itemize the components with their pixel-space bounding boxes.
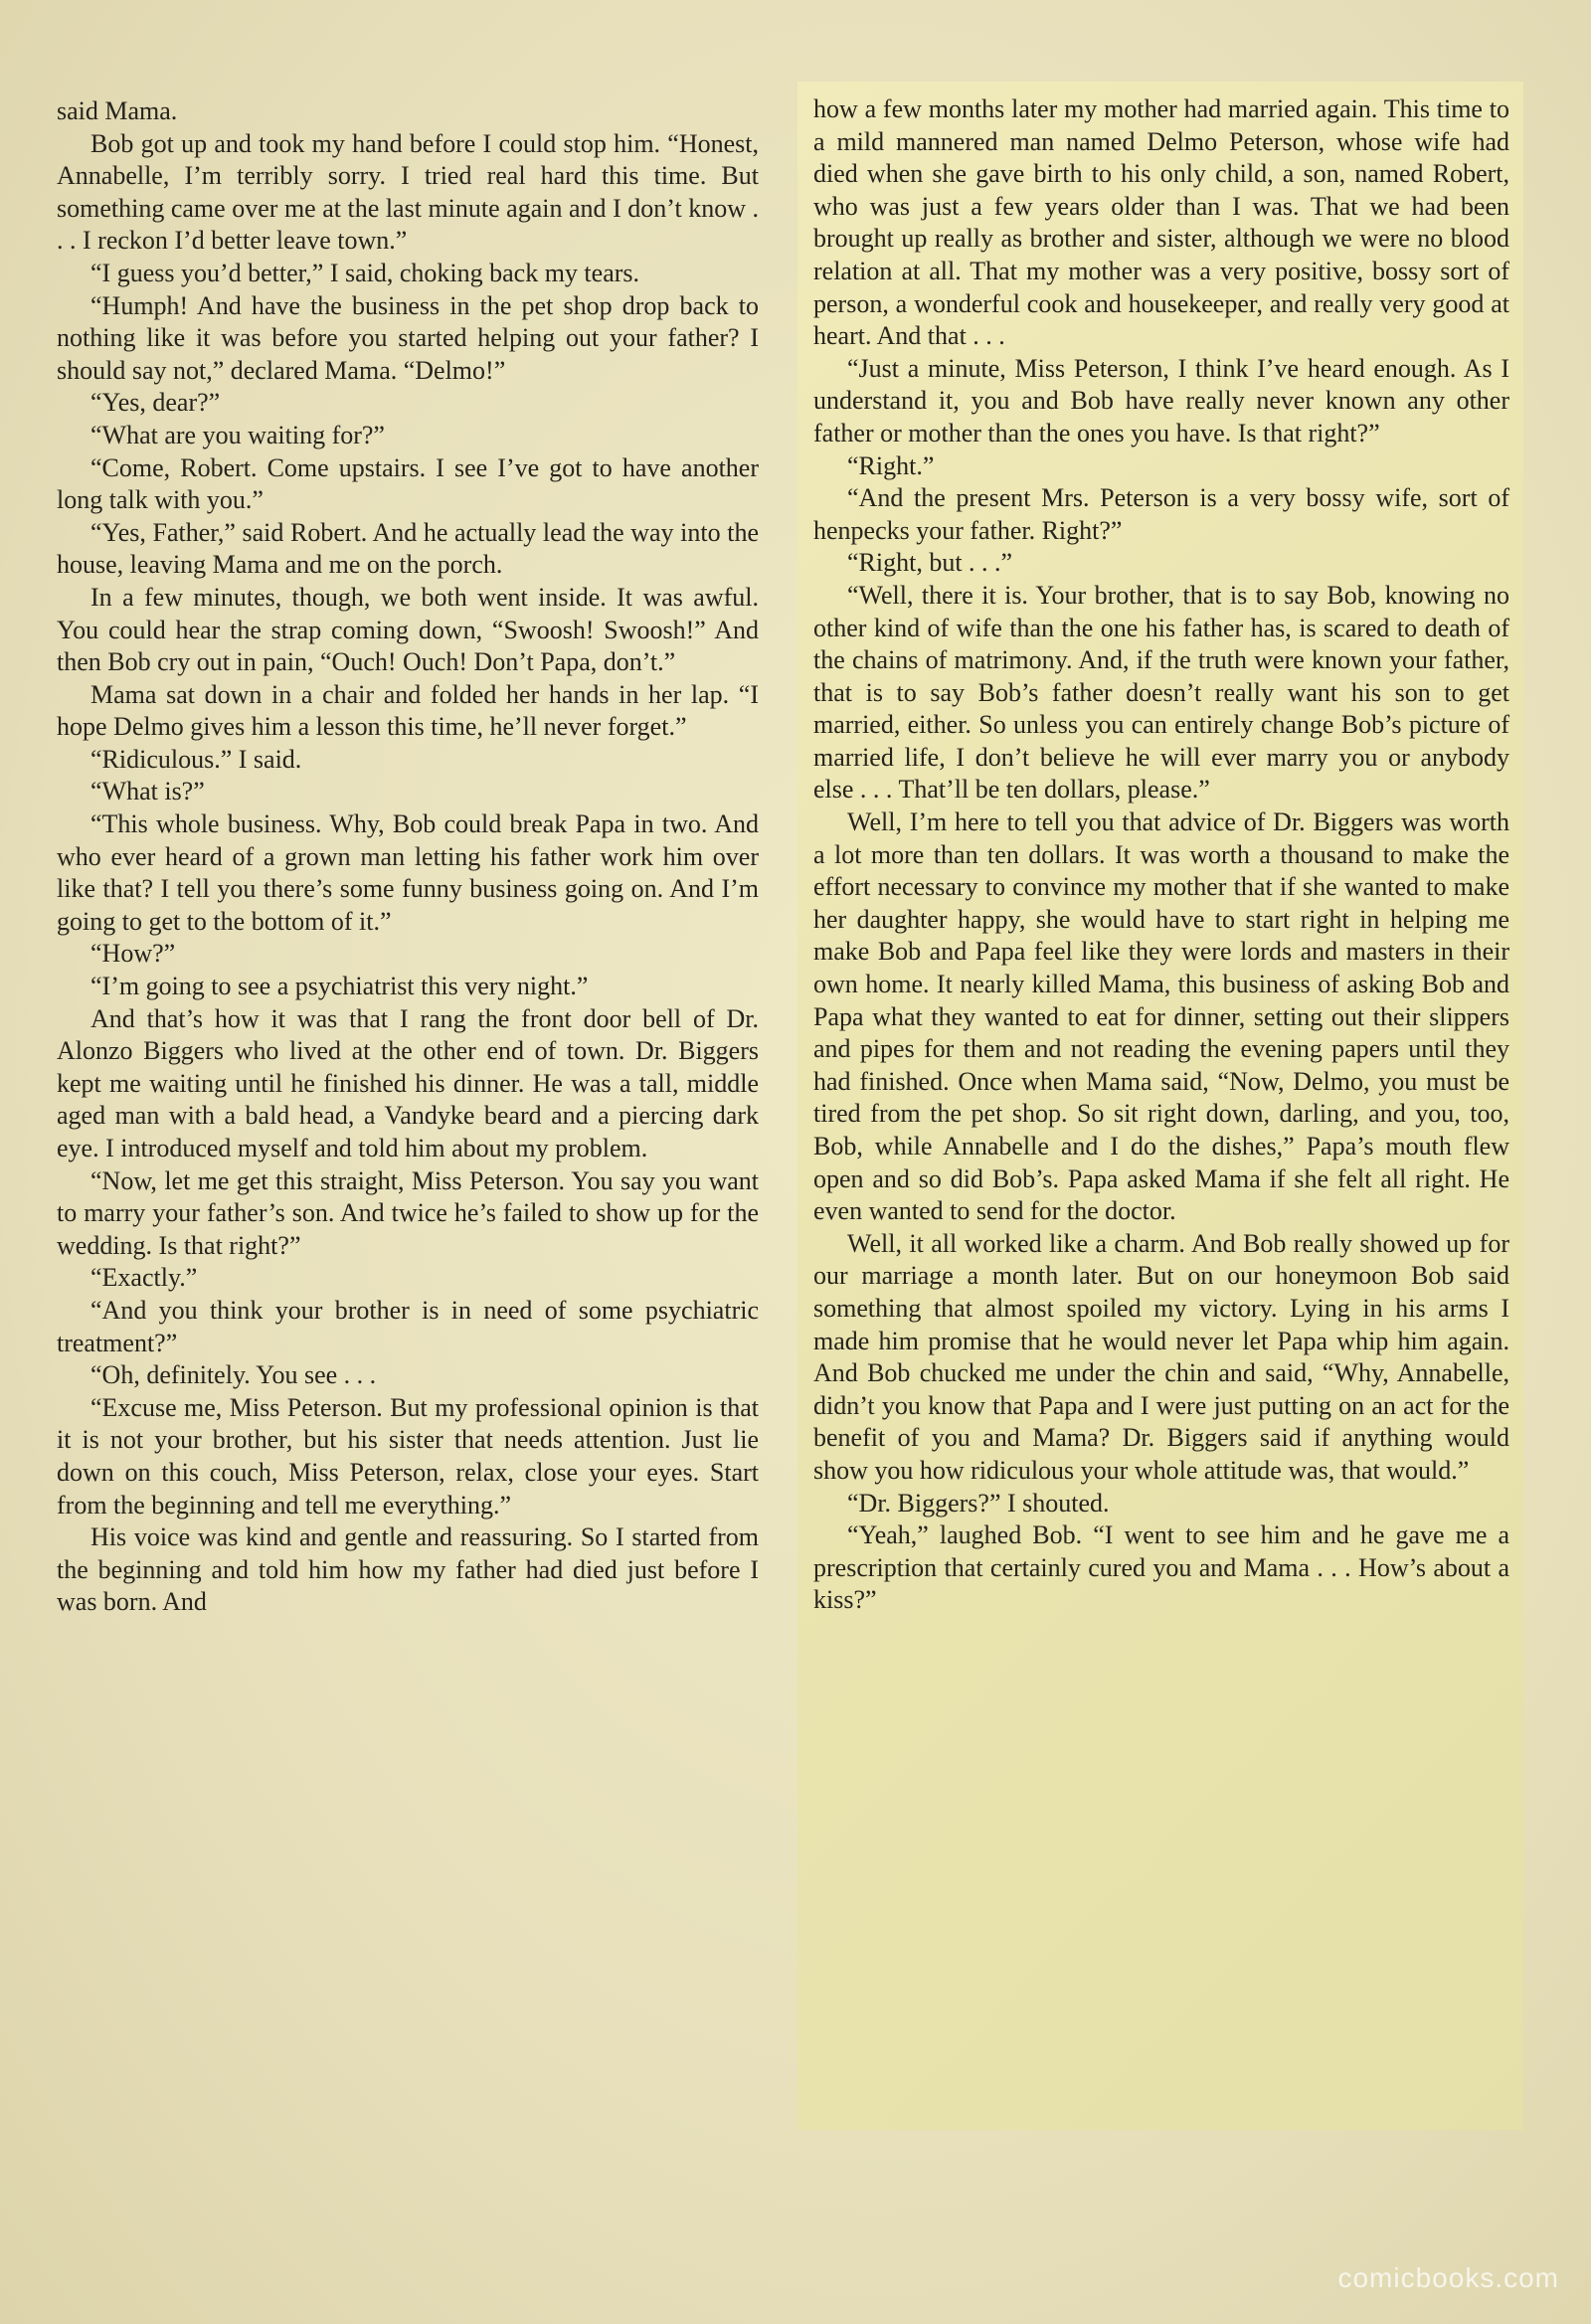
paragraph: “Yes, Father,” said Robert. And he actually lead the way into the house, leaving Mama and me on the porch. <box>57 517 759 580</box>
paragraph: And that’s how it was that I rang the front door bell of Dr. Alonzo Biggers who lived at the other end of town. Dr. Biggers kept me waiting until he finished his dinner. He was a tall, middle aged man with a bald head, a Vandyke beard and a piercing dark eye. I introduced myself and told him about my problem. <box>57 1003 759 1162</box>
paragraph: “I guess you’d better,” I said, choking back my tears. <box>90 258 640 287</box>
paragraph: Mama sat down in a chair and folded her hands in her lap. “I hope Delmo gives him a lesson this time, he’ll never forget.” <box>57 679 759 742</box>
story-column-left <box>57 95 759 2124</box>
paragraph: His voice was kind and gentle and reassuring. So I started from the beginning and told him how my father had died just before I was born. And <box>57 1522 759 1617</box>
paragraph: “Yes, dear?” <box>90 388 221 418</box>
paragraph: In a few minutes, though, we both went inside. It was awful. You could hear the strap coming down, “Swoosh! Swoosh!” And then Bob cry out in pain, “Ouch! Ouch! Don’t Papa, don’t.” <box>57 582 759 677</box>
paragraph: “And the present Mrs. Peterson is a very bossy wife, sort of henpecks your father. Right?” <box>813 483 1509 545</box>
paragraph: “Yeah,” laughed Bob. “I went to see him and he gave me a prescription that certainly cured you and Mama . . . How’s about a kiss?” <box>813 1520 1509 1615</box>
paragraph: “Just a minute, Miss Peterson, I think I’ve heard enough. As I understand it, you and Bob have really never known any other father or mother than the ones you have. Is that right?” <box>813 353 1509 447</box>
paragraph: “Right, but . . .” <box>847 548 1013 578</box>
paragraph: “Now, let me get this straight, Miss Peterson. You say you want to marry your father’s son. And twice he’s failed to show up for the wedding. Is that right?” <box>57 1165 759 1260</box>
paragraph: “Dr. Biggers?” I shouted. <box>847 1488 1110 1518</box>
paragraph: “What are you waiting for?” <box>90 420 385 449</box>
paragraph: “Excuse me, Miss Peterson. But my professional opinion is that it is not your brother, but his sister that needs attention. Just lie down on this couch, Miss Peterson, relax, close your eyes. Start from the beginning and tell me everything.” <box>57 1392 759 1520</box>
paragraph: “Ridiculous.” I said. <box>90 744 302 774</box>
paragraph: “I’m going to see a psychiatrist this very night.” <box>90 972 589 1001</box>
paragraph: “Come, Robert. Come upstairs. I see I’ve got to have another long talk with you.” <box>57 452 759 515</box>
paragraph: “Well, there it is. Your brother, that is to say Bob, knowing no other kind of wife than the one his father has, is scared to death of the chains of matrimony. And, if the truth were known your father, that is to say Bob’s father doesn’t really want his son to get married, either. So unless you can entirely change Bob’s picture of married life, I don’t believe he will ever marry you or anybody else . . . That’ll be ten dollars, please.” <box>813 580 1509 804</box>
story-column-right <box>813 93 1509 2124</box>
paragraph: “Exactly.” <box>90 1263 198 1293</box>
paragraph: “Right.” <box>847 450 935 480</box>
paragraph: how a few months later my mother had married again. This time to a mild mannered man named Delmo Peterson, whose wife had died when she gave birth to his only child, a son, named Robert, who was just a few years older than I was. That we had been brought up really as brother and sister, although we were no blood relation at all. That my mother was a very positive, bossy sort of person, a wonderful cook and housekeeper, and really very good at heart. And that . . . <box>813 94 1509 351</box>
paragraph: Well, it all worked like a charm. And Bob really showed up for our marriage a month later. But on our honeymoon Bob said something that almost spoiled my victory. Lying in his arms I made him promise that he would never let Papa whip him again. And Bob chucked me under the chin and said, “Why, Annabelle, didn’t you know that Papa and I were just putting on an act for the benefit of you and Mama? Dr. Biggers said if anything would show you how ridiculous your whole attitude was, that would.” <box>813 1228 1509 1485</box>
paragraph: Bob got up and took my hand before I could stop him. “Honest, Annabelle, I’m terribly sorry. I tried real hard this time. But something came over me at the last minute again and I don’t know . . . I reckon I’d better leave town.” <box>57 128 759 256</box>
paragraph: “And you think your brother is in need of some psychiatric treatment?” <box>57 1295 759 1357</box>
paragraph: “How?” <box>90 939 176 969</box>
paragraph: said Mama. <box>57 96 178 125</box>
site-watermark: comicbooks.com <box>1337 2262 1559 2293</box>
paragraph: “This whole business. Why, Bob could break Papa in two. And who ever heard of a grown man letting his father work him over like that? I tell you there’s some funny business going on. And I’m going to get to the bottom of it.” <box>57 809 759 936</box>
paragraph: Well, I’m here to tell you that advice of Dr. Biggers was worth a lot more than ten dollars. It was worth a thousand to make the effort necessary to convince my mother that if she wanted to make her daughter happy, she would have to start right in helping me make Bob and Papa feel like they were lords and masters in their own home. It nearly killed Mama, this business of asking Bob and Papa what they wanted to eat for dinner, setting out their slippers and pipes for them and not reading the evening papers until they had finished. Once when Mama said, “Now, Delmo, you must be tired from the pet shop. So sit right down, darling, and you, too, Bob, while Annabelle and I do the dishes,” Papa’s mouth flew open and so did Bob’s. Papa asked Mama if she felt all right. He even wanted to send for the doctor. <box>813 807 1509 1226</box>
paragraph: “What is?” <box>90 777 205 806</box>
paragraph: “Humph! And have the business in the pet shop drop back to nothing like it was before you started helping out your father? I should say not,” declared Mama. “Delmo!” <box>57 290 759 385</box>
paragraph: “Oh, definitely. You see . . . <box>90 1360 377 1390</box>
